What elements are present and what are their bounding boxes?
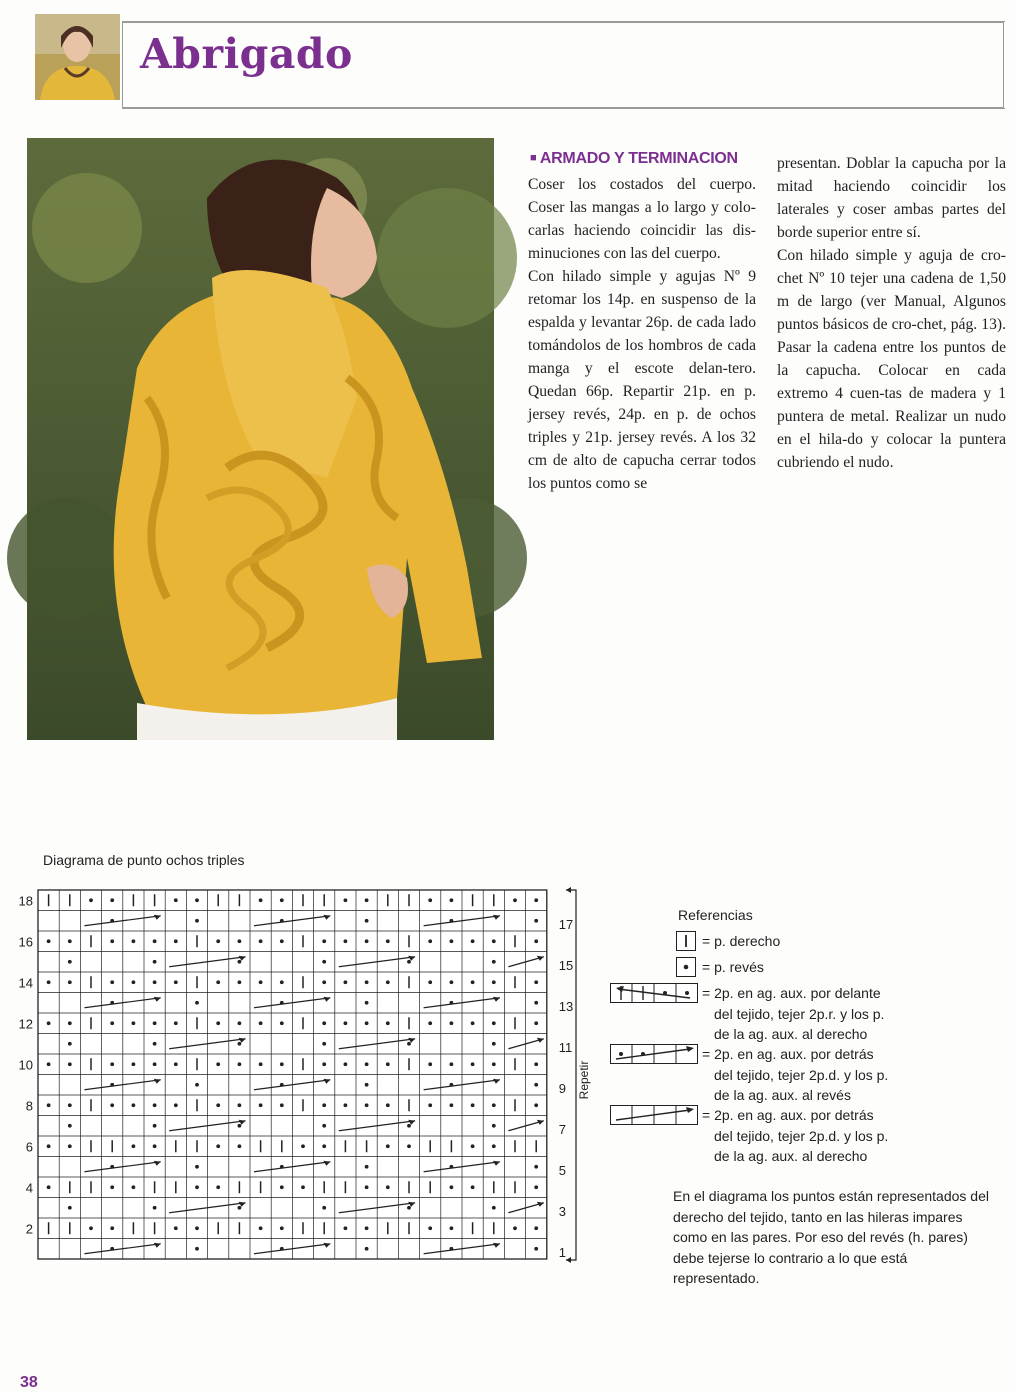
purl-stitch — [89, 898, 93, 902]
purl-stitch — [471, 939, 475, 943]
purl-stitch — [322, 1124, 326, 1128]
purl-stitch — [280, 1001, 284, 1005]
purl-stitch — [216, 1103, 220, 1107]
cable-back-knit-icon — [610, 1105, 698, 1128]
purl-stitch — [132, 1144, 136, 1148]
purl-stitch — [153, 1103, 157, 1107]
purl-stitch — [450, 1021, 454, 1025]
purl-stitch — [450, 1247, 454, 1251]
purl-stitch — [407, 1206, 411, 1210]
ref-cable-back-knit-text — [702, 1105, 888, 1167]
purl-stitch — [238, 939, 242, 943]
row-label-right: 1 — [558, 1244, 567, 1260]
purl-stitch — [365, 1185, 369, 1189]
purl-stitch — [471, 1185, 475, 1189]
purl-stitch — [344, 939, 348, 943]
purl-stitch — [259, 898, 263, 902]
row-label-left: 16 — [18, 934, 33, 950]
thumbnail-photo — [35, 14, 120, 100]
purl-stitch — [216, 939, 220, 943]
text-column-2 — [777, 152, 1006, 474]
purl-stitch — [322, 1144, 326, 1148]
row-label-right: 7 — [558, 1121, 567, 1137]
purl-stitch — [68, 939, 72, 943]
paragraph: Coser los costados del cuerpo. Coser las mangas a lo largo y colo-carlas haciendo coincidir las dis-minuciones con las del cuerpo. — [528, 176, 756, 262]
purl-stitch — [428, 980, 432, 984]
purl-stitch — [174, 980, 178, 984]
row-label-left: 4 — [25, 1180, 33, 1196]
ref-line: de la ag. aux. al revés — [714, 1087, 851, 1103]
purl-stitch — [534, 919, 538, 923]
purl-stitch — [216, 1021, 220, 1025]
purl-stitch — [365, 898, 369, 902]
purl-stitch — [195, 1165, 199, 1169]
purl-stitch — [407, 1144, 411, 1148]
purl-stitch — [492, 939, 496, 943]
purl-stitch — [280, 898, 284, 902]
purl-stitch — [386, 1103, 390, 1107]
knit-symbol-icon — [676, 931, 696, 954]
purl-stitch — [280, 980, 284, 984]
references-heading: Referencias — [678, 907, 753, 923]
purl-stitch — [492, 1042, 496, 1046]
purl-stitch — [280, 1165, 284, 1169]
purl-stitch — [153, 1062, 157, 1066]
purl-stitch — [132, 1103, 136, 1107]
row-label-right: 15 — [558, 957, 574, 973]
purl-stitch — [386, 1021, 390, 1025]
repeat-bracket — [566, 890, 576, 1260]
purl-stitch — [492, 1144, 496, 1148]
purl-stitch — [110, 939, 114, 943]
bullet-icon: ■ — [530, 152, 537, 164]
purl-stitch — [534, 1226, 538, 1230]
purl-stitch — [428, 939, 432, 943]
purl-stitch — [195, 1226, 199, 1230]
row-label-right: 11 — [558, 1039, 573, 1055]
purl-stitch — [534, 1062, 538, 1066]
purl-stitch — [47, 1144, 51, 1148]
purl-stitch — [386, 1062, 390, 1066]
purl-stitch — [132, 1185, 136, 1189]
purl-stitch — [110, 898, 114, 902]
diagram-note: En el diagrama los puntos están representados del derecho del tejido, tanto en las hileras impares como en las pares. Por eso del revés (h. pares) debe tejerse lo contrario a lo que está representado. — [673, 1188, 989, 1286]
purl-stitch — [238, 1103, 242, 1107]
purl-stitch — [513, 898, 517, 902]
purl-stitch — [471, 1103, 475, 1107]
purl-stitch — [428, 1226, 432, 1230]
purl-stitch — [47, 1185, 51, 1189]
purl-stitch — [195, 1247, 199, 1251]
purl-stitch — [322, 1042, 326, 1046]
ref-line: de la ag. aux. al derecho — [714, 1148, 868, 1164]
purl-stitch — [216, 1144, 220, 1148]
row-label-right: 3 — [558, 1203, 567, 1219]
purl-stitch — [280, 1021, 284, 1025]
purl-stitch — [450, 1185, 454, 1189]
purl-stitch — [68, 960, 72, 964]
row-label-left: 14 — [18, 975, 33, 991]
purl-stitch — [174, 939, 178, 943]
purl-stitch — [110, 1226, 114, 1230]
purl-stitch — [450, 919, 454, 923]
purl-stitch — [47, 1103, 51, 1107]
diagram-title: Diagrama de punto ochos triples — [43, 852, 245, 868]
purl-stitch — [110, 1062, 114, 1066]
purl-stitch — [68, 1103, 72, 1107]
purl-stitch — [174, 1103, 178, 1107]
purl-stitch — [195, 919, 199, 923]
purl-stitch — [280, 1103, 284, 1107]
purl-stitch — [344, 898, 348, 902]
purl-stitch — [428, 1062, 432, 1066]
purl-stitch — [47, 980, 51, 984]
purl-stitch — [386, 1185, 390, 1189]
purl-stitch — [68, 1062, 72, 1066]
purl-stitch — [301, 1144, 305, 1148]
purl-stitch — [534, 1247, 538, 1251]
purl-stitch — [153, 1021, 157, 1025]
row-label-right: 5 — [558, 1162, 567, 1178]
purl-stitch — [89, 1226, 93, 1230]
purl-stitch — [492, 1124, 496, 1128]
purl-stitch — [68, 1124, 72, 1128]
purl-stitch — [344, 1062, 348, 1066]
purl-stitch — [280, 1185, 284, 1189]
knitting-chart-svg — [18, 880, 591, 1270]
purl-stitch — [68, 1206, 72, 1210]
purl-stitch — [407, 1124, 411, 1128]
purl-stitch — [534, 1185, 538, 1189]
purl-stitch — [534, 1165, 538, 1169]
purl-stitch — [450, 980, 454, 984]
purl-stitch — [259, 1062, 263, 1066]
purl-stitch — [534, 1083, 538, 1087]
purl-stitch — [238, 1062, 242, 1066]
purl-stitch — [492, 1062, 496, 1066]
purl-stitch — [153, 1042, 157, 1046]
purl-stitch — [492, 1021, 496, 1025]
purl-stitch — [492, 960, 496, 964]
purl-stitch — [450, 1001, 454, 1005]
purl-stitch — [450, 1165, 454, 1169]
page-title: Abrigado — [140, 30, 353, 78]
row-label-left: 10 — [18, 1057, 33, 1073]
purl-stitch — [153, 939, 157, 943]
purl-stitch — [47, 939, 51, 943]
purl-stitch — [365, 980, 369, 984]
cable-front-icon — [610, 983, 698, 1006]
purl-stitch — [238, 1021, 242, 1025]
purl-stitch — [365, 1001, 369, 1005]
purl-stitch — [110, 1001, 114, 1005]
paragraph: Con hilado simple y agujas Nº 9 retomar los 14p. en suspenso de la espalda y levantar 26p. de cada lado tomándolos de los hombros de cada manga y el escote delan-tero. Quedan 66p. Repartir 21p. en p. jersey revés, 24p. en p. de ochos triples y 21p. jersey revés. A los 32 cm de alto de capucha cerrar todos los puntos como se — [528, 268, 756, 492]
purl-stitch — [365, 1247, 369, 1251]
row-label-left: 18 — [18, 893, 33, 909]
ref-purl-text: = p. revés — [702, 959, 764, 975]
purl-stitch — [110, 1021, 114, 1025]
purl-stitch — [344, 1226, 348, 1230]
row-label-right: 17 — [558, 916, 574, 932]
purl-stitch — [534, 1103, 538, 1107]
purl-stitch — [471, 980, 475, 984]
purl-stitch — [534, 939, 538, 943]
ref-line: del tejido, tejer 2p.r. y los p. — [714, 1005, 885, 1022]
purl-stitch — [365, 1103, 369, 1107]
purl-stitch — [47, 1062, 51, 1066]
purl-stitch — [132, 1021, 136, 1025]
purl-stitch — [322, 980, 326, 984]
purl-stitch — [238, 980, 242, 984]
purl-stitch — [132, 1062, 136, 1066]
purl-stitch — [450, 939, 454, 943]
purl-stitch — [110, 1185, 114, 1189]
purl-stitch — [386, 939, 390, 943]
purl-stitch — [365, 1083, 369, 1087]
purl-stitch — [322, 1103, 326, 1107]
knitting-chart — [18, 880, 591, 1275]
row-label-left: 6 — [25, 1139, 33, 1155]
purl-stitch — [68, 1144, 72, 1148]
paragraph: presentan. Doblar la capucha por la mitad haciendo coincidir los laterales y coser ambas partes del borde superior entre sí. — [777, 155, 1006, 241]
ref-line: del tejido, tejer 2p.d. y los p. — [714, 1127, 889, 1144]
purl-stitch — [132, 980, 136, 984]
purl-stitch — [280, 1226, 284, 1230]
purl-stitch — [110, 1103, 114, 1107]
purl-stitch — [280, 1062, 284, 1066]
purl-stitch — [534, 1021, 538, 1025]
purl-stitch — [259, 939, 263, 943]
purl-stitch — [471, 1144, 475, 1148]
purl-stitch — [534, 1001, 538, 1005]
purl-stitch — [492, 1103, 496, 1107]
purl-stitch — [174, 898, 178, 902]
purl-stitch — [153, 960, 157, 964]
purl-stitch — [386, 1144, 390, 1148]
purl-stitch — [386, 980, 390, 984]
purl-stitch — [450, 1226, 454, 1230]
purl-symbol-icon — [676, 957, 696, 980]
purl-stitch — [238, 1206, 242, 1210]
purl-stitch — [195, 1083, 199, 1087]
purl-stitch — [365, 1226, 369, 1230]
cable-back-purl-icon — [610, 1044, 698, 1067]
ref-line: = 2p. en ag. aux. por detrás — [702, 1046, 874, 1062]
purl-stitch — [174, 1226, 178, 1230]
page-number: 38 — [20, 1374, 38, 1391]
purl-stitch — [322, 1206, 326, 1210]
row-label-left: 2 — [25, 1221, 33, 1237]
purl-stitch — [238, 1124, 242, 1128]
purl-stitch — [365, 939, 369, 943]
purl-stitch — [110, 1165, 114, 1169]
ref-cable-front-text — [702, 983, 884, 1045]
purl-stitch — [322, 939, 326, 943]
purl-stitch — [195, 1001, 199, 1005]
purl-stitch — [110, 1247, 114, 1251]
ref-line: del tejido, tejer 2p.d. y los p. — [714, 1066, 889, 1083]
purl-stitch — [174, 1021, 178, 1025]
purl-stitch — [322, 1021, 326, 1025]
purl-stitch — [428, 1021, 432, 1025]
sweater-photo — [27, 138, 494, 740]
purl-stitch — [471, 1021, 475, 1025]
purl-stitch — [259, 1103, 263, 1107]
purl-stitch — [428, 1103, 432, 1107]
row-label-left: 12 — [18, 1016, 33, 1032]
purl-stitch — [280, 1247, 284, 1251]
purl-stitch — [110, 919, 114, 923]
purl-stitch — [195, 898, 199, 902]
purl-stitch — [153, 1124, 157, 1128]
purl-stitch — [132, 939, 136, 943]
purl-stitch — [322, 1062, 326, 1066]
purl-stitch — [534, 898, 538, 902]
purl-stitch — [259, 1021, 263, 1025]
ref-cable-back-purl-text — [702, 1044, 888, 1106]
purl-stitch — [365, 1062, 369, 1066]
purl-stitch — [344, 980, 348, 984]
repeat-label: Repetir — [577, 1060, 591, 1100]
purl-stitch — [216, 1185, 220, 1189]
purl-stitch — [216, 980, 220, 984]
row-label-right: 9 — [558, 1080, 567, 1096]
purl-stitch — [153, 1144, 157, 1148]
purl-stitch — [110, 980, 114, 984]
purl-stitch — [428, 898, 432, 902]
purl-stitch — [238, 1144, 242, 1148]
purl-stitch — [534, 980, 538, 984]
purl-stitch — [153, 1206, 157, 1210]
purl-stitch — [513, 1226, 517, 1230]
paragraph: Con hilado simple y aguja de cro-chet Nº 10 tejer una cadena de 1,50 m de largo (ver Manual, Algunos puntos básicos de cro-chet, pág. 13). Pasar la cadena entre los puntos de la capucha. Colocar en cada extremo 4 cuen-tas de madera y 1 puntera de metal. Realizar un nudo en el hila-do y colocar la puntera cubriendo el nudo. — [777, 247, 1006, 471]
purl-stitch — [259, 1226, 263, 1230]
section-heading-text: ARMADO Y TERMINACION — [539, 150, 738, 167]
purl-stitch — [153, 980, 157, 984]
purl-stitch — [280, 1083, 284, 1087]
ref-line: de la ag. aux. al derecho — [714, 1026, 868, 1042]
purl-stitch — [110, 1083, 114, 1087]
purl-stitch — [280, 919, 284, 923]
purl-stitch — [450, 1062, 454, 1066]
purl-stitch — [68, 1042, 72, 1046]
purl-stitch — [195, 1185, 199, 1189]
purl-stitch — [280, 939, 284, 943]
purl-stitch — [365, 1021, 369, 1025]
ref-knit-text: = p. derecho — [702, 933, 781, 949]
ref-line: = 2p. en ag. aux. por detrás — [702, 1107, 874, 1123]
purl-stitch — [492, 980, 496, 984]
purl-stitch — [407, 960, 411, 964]
purl-stitch — [450, 898, 454, 902]
text-column-1 — [528, 173, 756, 495]
purl-stitch — [450, 1103, 454, 1107]
purl-stitch — [492, 1206, 496, 1210]
purl-stitch — [216, 1062, 220, 1066]
purl-stitch — [238, 960, 242, 964]
section-heading — [530, 150, 738, 168]
purl-stitch — [68, 1021, 72, 1025]
purl-stitch — [450, 1083, 454, 1087]
purl-stitch — [322, 960, 326, 964]
purl-stitch — [344, 1021, 348, 1025]
purl-stitch — [407, 1042, 411, 1046]
purl-stitch — [47, 1021, 51, 1025]
purl-stitch — [68, 980, 72, 984]
purl-stitch — [301, 1185, 305, 1189]
purl-stitch — [471, 1062, 475, 1066]
purl-stitch — [238, 1042, 242, 1046]
row-label-right: 13 — [558, 998, 574, 1014]
purl-stitch — [259, 980, 263, 984]
purl-stitch — [365, 1165, 369, 1169]
ref-line: = 2p. en ag. aux. por delante — [702, 985, 881, 1001]
purl-stitch — [344, 1103, 348, 1107]
purl-stitch — [365, 919, 369, 923]
purl-stitch — [174, 1062, 178, 1066]
row-label-left: 8 — [25, 1098, 33, 1114]
